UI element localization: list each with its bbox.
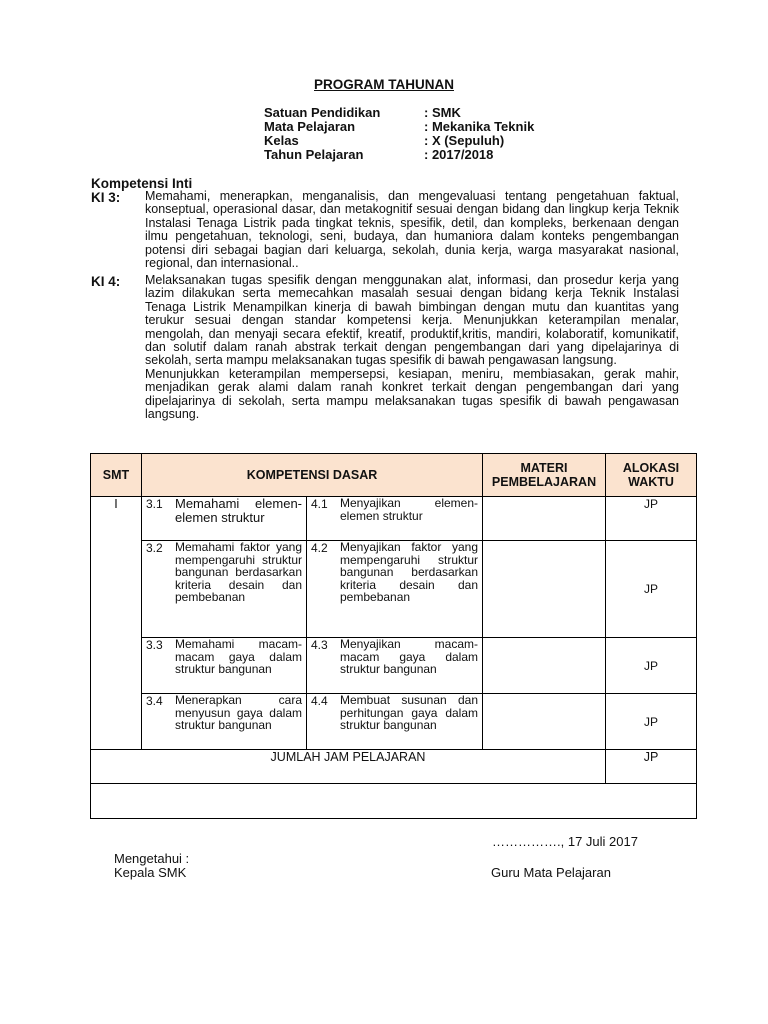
header-materi: MATERI PEMBELAJARAN xyxy=(483,454,606,497)
jp-cell: JP xyxy=(606,638,697,694)
document-meta xyxy=(264,106,534,162)
kd-number: 3.1 xyxy=(146,497,163,511)
signature-date: ……………., 17 Juli 2017 xyxy=(492,834,638,849)
header-alokasi: ALOKASI WAKTU xyxy=(606,454,697,497)
meta-value: : Mekanika Teknik xyxy=(424,119,535,134)
meta-label: Mata Pelajaran xyxy=(264,119,356,134)
kd-text: Memahami elemen-elemen struktur xyxy=(175,496,302,525)
kd-text: Menerapkan cara menyusun gaya dalam struktur bangunan xyxy=(175,693,302,732)
ki4-text xyxy=(145,274,679,421)
kd-3-cell xyxy=(142,638,307,694)
header-kompetensi-dasar: KOMPETENSI DASAR xyxy=(142,454,483,497)
kd-text: Memahami macam-macam gaya dalam struktur bangunan xyxy=(175,637,302,676)
kd-4-cell xyxy=(307,541,483,638)
kompetensi-inti-heading: Kompetensi Inti xyxy=(91,176,193,191)
kd-number: 4.4 xyxy=(311,694,328,708)
materi-cell xyxy=(483,497,606,541)
jp-cell: JP xyxy=(606,694,697,750)
table-row xyxy=(91,694,697,750)
table-row xyxy=(91,541,697,638)
kd-3-cell xyxy=(142,541,307,638)
ki3-text xyxy=(145,190,679,270)
meta-value: : SMK xyxy=(424,105,461,120)
program-table xyxy=(90,453,697,819)
kd-4-cell xyxy=(307,638,483,694)
kd-number: 3.2 xyxy=(146,541,163,555)
jp-cell: JP xyxy=(606,541,697,638)
signature-left-line1: Mengetahui : xyxy=(114,851,190,866)
empty-cell xyxy=(91,784,697,819)
table-row xyxy=(91,638,697,694)
kd-number: 4.3 xyxy=(311,638,328,652)
meta-label: Satuan Pendidikan xyxy=(264,105,381,120)
materi-cell xyxy=(483,638,606,694)
meta-value: : X (Sepuluh) xyxy=(424,133,505,148)
signature-right-label: Guru Mata Pelajaran xyxy=(491,865,611,880)
kd-4-cell xyxy=(307,497,483,541)
ki3-section xyxy=(91,190,679,270)
kd-number: 4.2 xyxy=(311,541,328,555)
document-title: PROGRAM TAHUNAN xyxy=(314,77,454,92)
kd-text: Menyajikan faktor yang mempengaruhi struktur bangunan berdasarkan kriteria desain dan pembebanan xyxy=(340,540,479,604)
ki3-label: KI 3: xyxy=(91,190,121,205)
total-jp: JP xyxy=(606,750,697,784)
signature-left-line2: Kepala SMK xyxy=(114,865,187,880)
header-smt: SMT xyxy=(91,454,142,497)
meta-row-kelas xyxy=(264,134,534,148)
meta-row-tahun xyxy=(264,148,534,162)
materi-cell xyxy=(483,541,606,638)
table-header-row xyxy=(91,454,697,497)
kd-text: Membuat susunan dan perhitungan gaya dalam struktur bangunan xyxy=(340,693,479,732)
total-row xyxy=(91,750,697,784)
kd-text: Menyajikan elemen-elemen struktur xyxy=(340,496,479,523)
materi-cell xyxy=(483,694,606,750)
kd-3-cell xyxy=(142,694,307,750)
semester-cell: I xyxy=(91,497,142,750)
ki4-section xyxy=(91,274,679,421)
meta-label: Tahun Pelajaran xyxy=(264,147,364,162)
ki4-label: KI 4: xyxy=(91,274,121,289)
meta-row-satuan xyxy=(264,106,534,120)
jp-cell: JP xyxy=(606,497,697,541)
ki3-paragraph: Memahami, menerapkan, menganalisis, dan mengevaluasi tentang pengetahuan faktual, konseptual, operasional dasar, dan metakognitif sesuai dengan bidang dan lingkup kerja Teknik Instalasi Tenaga Listrik pada tingkat teknis, spesifik, detil, dan kompleks, berkenaan dengan ilmu pengetahuan, teknologi, seni, budaya, dan humaniora dalam konteks pengembangan potensi diri sebagai bagian dari keluarga, sekolah, dunia kerja, warga masyarakat nasional, regional, dan internasional.. xyxy=(145,189,679,271)
kd-3-cell xyxy=(142,497,307,541)
meta-row-mapel xyxy=(264,120,534,134)
table-row xyxy=(91,497,697,541)
kd-number: 4.1 xyxy=(311,497,328,511)
kd-4-cell xyxy=(307,694,483,750)
kd-number: 3.4 xyxy=(146,694,163,708)
ki4-paragraph-2: Menunjukkan keterampilan mempersepsi, kesiapan, meniru, membiasakan, gerak mahir, menjadikan gerak alami dalam ranah konkret terkait dengan pengembangan dari yang dipelajarinya di sekolah, serta mampu melaksanakan tugas spesifik di bawah pengawasan langsung. xyxy=(145,366,679,422)
kd-text: Menyajikan macam-macam gaya dalam struktur bangunan xyxy=(340,637,479,676)
meta-label: Kelas xyxy=(264,133,299,148)
kd-text: Memahami faktor yang mempengaruhi struktur bangunan berdasarkan kriteria desain dan pembebanan xyxy=(175,540,302,604)
empty-row xyxy=(91,784,697,819)
meta-value: : 2017/2018 xyxy=(424,147,494,162)
ki4-paragraph-1: Melaksanakan tugas spesifik dengan menggunakan alat, informasi, dan prosedur kerja yang lazim dilakukan serta memecahkan masalah sesuai dengan bidang kerja Teknik Instalasi Tenaga Listrik Menampilkan kinerja di bawah bimbingan dengan mutu dan kuantitas yang terukur sesuai dengan standar kompetensi kerja. Menunjukkan keterampilan menalar, mengolah, dan menyaji secara efektif, kreatif, produktif,kritis, mandiri, kolaboratif, komunikatif, dan solutif dalam ranah abstrak terkait dengan pengembangan dari yang dipelajarinya di sekolah, serta mampu melaksanakan tugas spesifik di bawah pengawasan langsung. xyxy=(145,273,679,368)
total-label: JUMLAH JAM PELAJARAN xyxy=(91,750,606,784)
kd-number: 3.3 xyxy=(146,638,163,652)
